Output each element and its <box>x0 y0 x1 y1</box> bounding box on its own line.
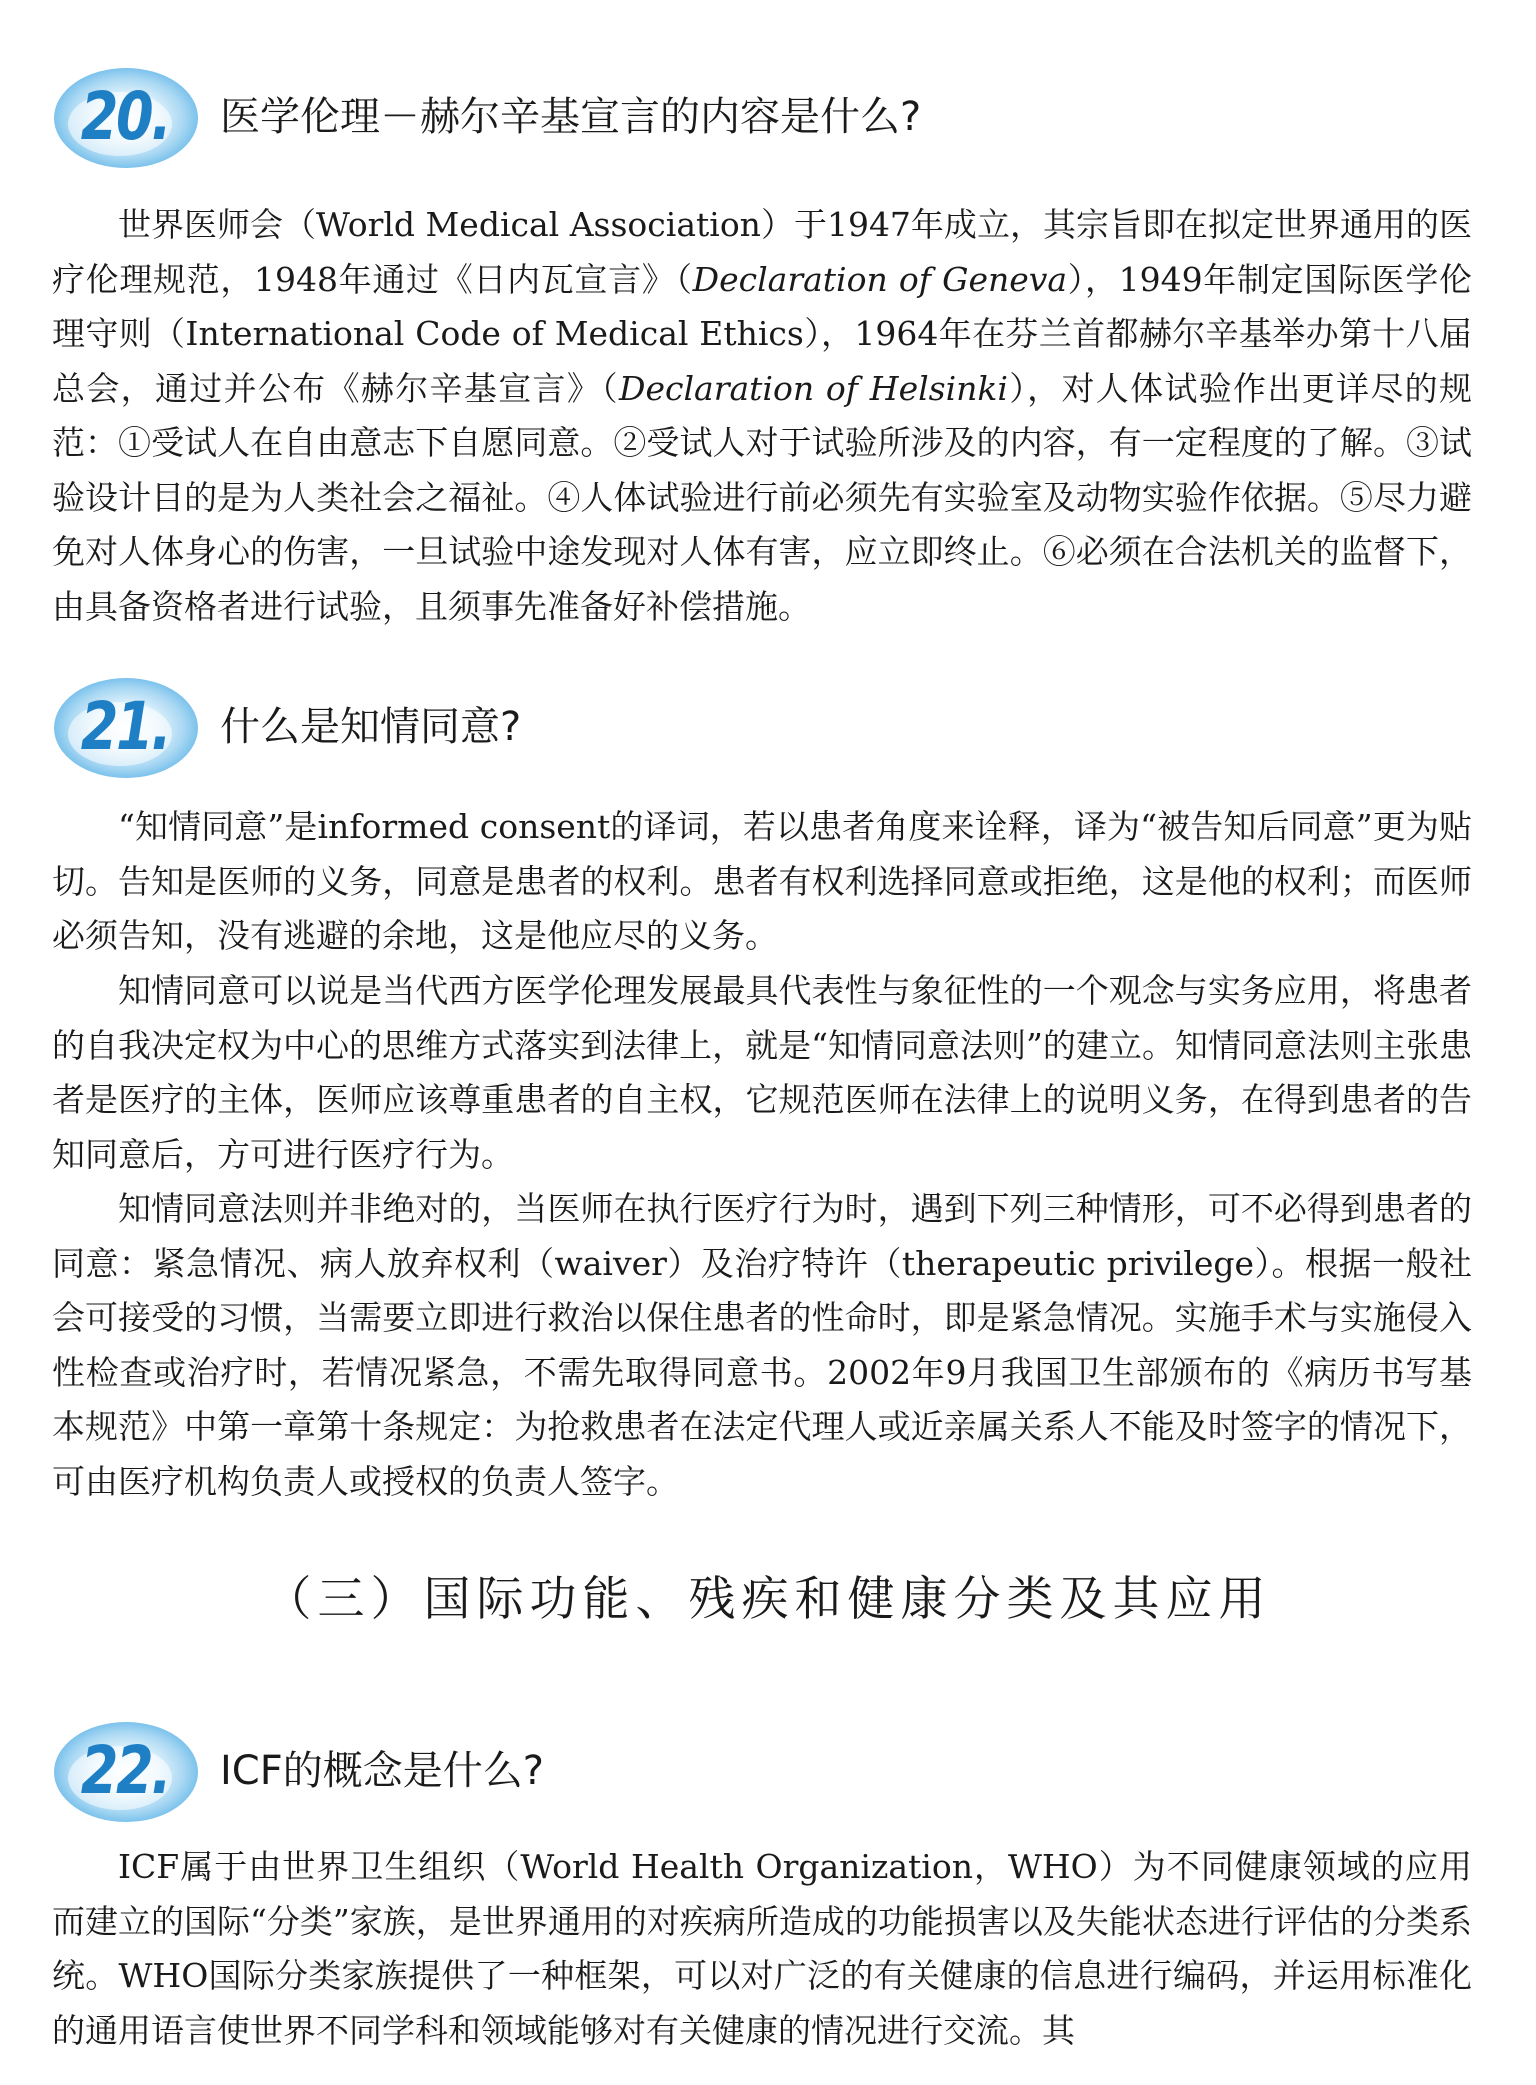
paragraph: 知情同意法则并非绝对的，当医师在执行医疗行为时，遇到下列三种情形，可不必得到患者的同意：紧急情况、病人放弃权利（waiver）及治疗特许（therapeutic privilege）。根据一般社会可接受的习惯，当需要立即进行救治以保住患者的性命时，即是紧急情况。实施手术与实施侵入性检查或治疗时，若情况紧急，不需先取得同意书。2002年9月我国卫生部颁布的《病历书写基本规范》中第一章第十条规定：为抢救患者在法定代理人或近亲属关系人不能及时签字的情况下，可由医疗机构负责人或授权的负责人签字。 <box>52 1189 1472 1501</box>
paragraph: 世界医师会（World Medical Association）于1947年成立，其宗旨即在拟定世界通用的医疗伦理规范，1948年通过《日内瓦宣言》（Declaration of Geneva），1949年制定国际医学伦理守则（International Code of Medical Ethics），1964年在芬兰首都赫尔辛基举办第十八届总会，通过并公布《赫尔辛基宣言》（Declaration of Helsinki），对人体试验作出更详尽的规范：①受试人在自由意志下自愿同意。②受试人对于试验所涉及的内容，有一定程度的了解。③试验设计目的是为人类社会之福祉。④人体试验进行前必须先有实验室及动物实验作依据。⑤尽力避免对人体身心的伤害，一旦试验中途发现对人体有害，应立即终止。⑥必须在合法机关的监督下，由具备资格者进行试验，且须事先准备好补偿措施。 <box>52 205 1473 626</box>
section-21-header <box>50 668 1480 788</box>
section-number: 22. <box>80 1732 170 1809</box>
chapter-title: （三）国际功能、残疾和健康分类及其应用 <box>264 1572 1272 1627</box>
section-number: 20. <box>80 78 170 155</box>
paragraph: “知情同意”是informed consent的译词，若以患者角度来诠释，译为“被告知后同意”更为贴切。告知是医师的义务，同意是患者的权利。患者有权利选择同意或拒绝，这是他的权利；而医师必须告知，没有逃避的余地，这是他应尽的义务。 <box>52 807 1472 955</box>
section-title: 医学伦理－赫尔辛基宣言的内容是什么? <box>220 94 922 140</box>
section-title: 什么是知情同意? <box>220 704 522 750</box>
section-number: 21. <box>80 688 170 765</box>
section-20-header <box>50 58 1480 178</box>
paragraph: ICF属于由世界卫生组织（World Health Organization，WHO）为不同健康领域的应用而建立的国际“分类”家族，是世界通用的对疾病所造成的功能损害以及失能状态进行评估的分类系统。WHO国际分类家族提供了一种框架，可以对广泛的有关健康的信息进行编码，并运用标准化的通用语言使世界不同学科和领域能够对有关健康的情况进行交流。其 <box>52 1847 1472 2050</box>
section-22-header <box>50 1712 1480 1832</box>
section-title: ICF的概念是什么? <box>220 1748 544 1794</box>
paragraph: 知情同意可以说是当代西方医学伦理发展最具代表性与象征性的一个观念与实务应用，将患者的自我决定权为中心的思维方式落实到法律上，就是“知情同意法则”的建立。知情同意法则主张患者是医疗的主体，医师应该尊重患者的自主权，它规范医师在法律上的说明义务，在得到患者的告知同意后，方可进行医疗行为。 <box>52 971 1472 1174</box>
